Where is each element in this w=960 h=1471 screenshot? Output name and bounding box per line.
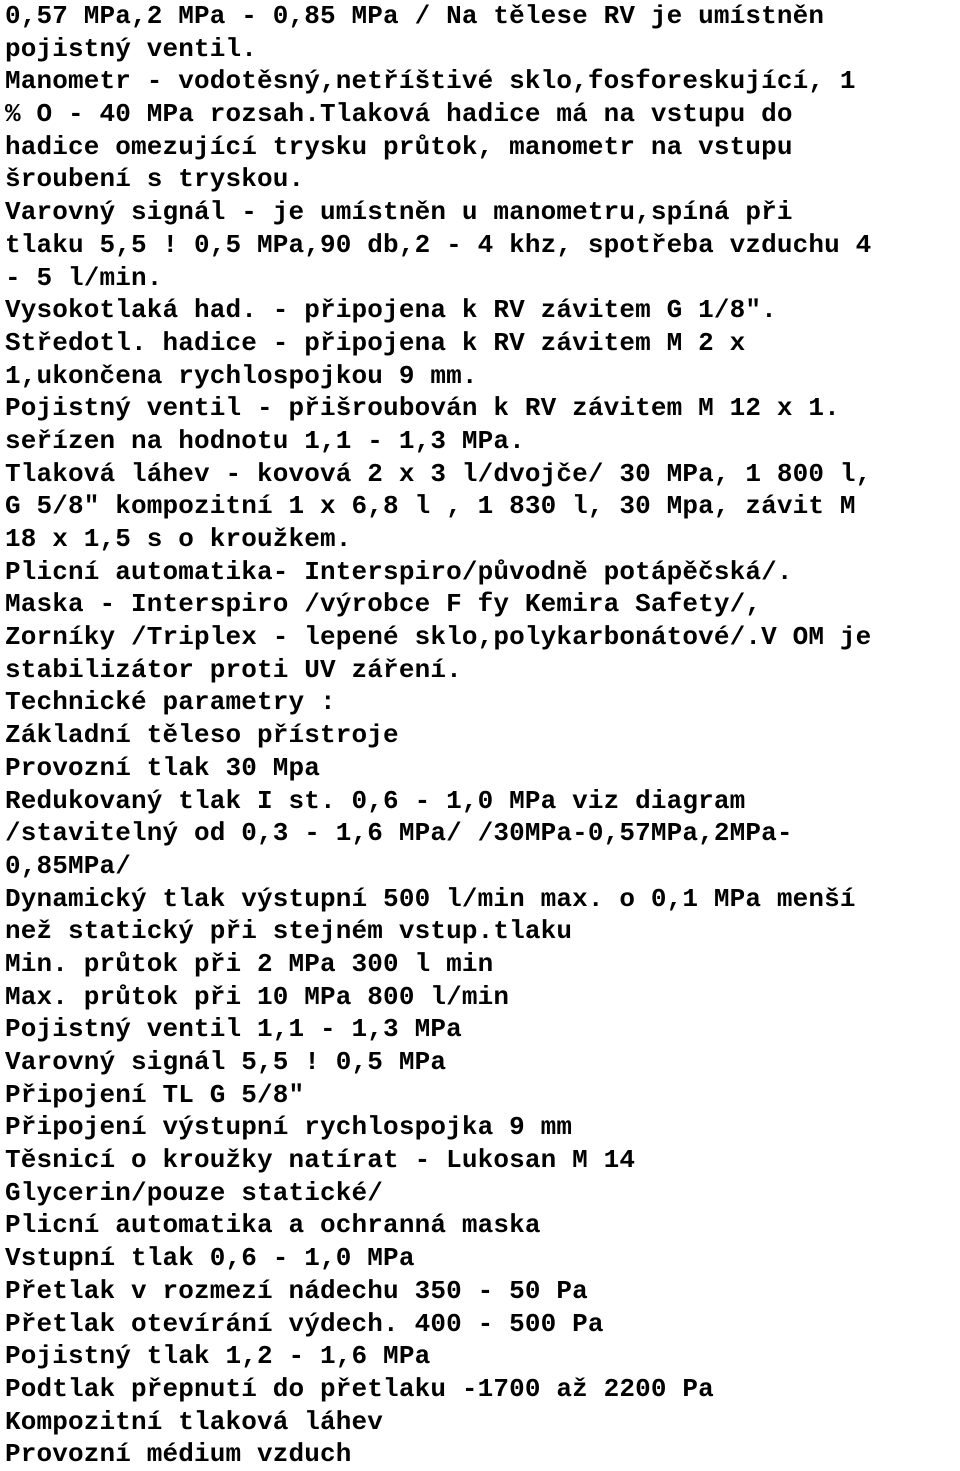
text-line: Maska - Interspiro /výrobce F fy Kemira Safety/,	[5, 589, 762, 620]
text-line: pojistný ventil.	[5, 33, 258, 64]
text-line: Manometr - vodotěsný,netříštivé sklo,fosforeskující, 1	[5, 66, 856, 97]
subsection-heading: Plicní automatika a ochranná maska	[5, 1210, 541, 1241]
text-line: Přetlak otevírání výdech. 400 - 500 Pa	[5, 1308, 604, 1339]
text-line: Přetlak v rozmezí nádechu 350 - 50 Pa	[5, 1275, 588, 1306]
text-line: Pojistný tlak 1,2 - 1,6 MPa	[5, 1341, 431, 1372]
text-line: seřízen na hodnotu 1,1 - 1,3 MPa.	[5, 425, 525, 456]
text-line: Max. průtok při 10 MPa 800 l/min	[5, 981, 510, 1012]
subsection-heading: Základní těleso přístroje	[5, 720, 399, 751]
text-line: 1,ukončena rychlospojkou 9 mm.	[5, 360, 478, 391]
text-line: šroubení s tryskou.	[5, 164, 305, 195]
text-line: Těsnicí o kroužky natírat - Lukosan M 14	[5, 1145, 636, 1176]
text-line: Provozní médium vzduch	[5, 1439, 352, 1470]
text-line: Provozní tlak 30 Mpa	[5, 752, 321, 783]
text-line: 0,85MPa/	[5, 850, 132, 881]
text-line: Podtlak přepnutí do přetlaku -1700 až 2200 Pa	[5, 1373, 714, 1404]
text-line: Připojení TL G 5/8"	[5, 1079, 305, 1110]
text-line: 0,57 MPa,2 MPa - 0,85 MPa / Na tělese RV je umístněn	[5, 1, 825, 31]
document-body	[5, 0, 960, 1471]
text-line: Dynamický tlak výstupní 500 l/min max. o 0,1 MPa menší	[5, 883, 856, 914]
text-line: /stavitelný od 0,3 - 1,6 MPa/ /30MPa-0,57MPa,2MPa-	[5, 818, 793, 849]
text-line: Středotl. hadice - připojena k RV závitem M 2 x	[5, 327, 746, 358]
text-line: Připojení výstupní rychlospojka 9 mm	[5, 1112, 573, 1143]
text-line: Pojistný ventil - přišroubován k RV závitem M 12 x 1.	[5, 393, 840, 424]
text-line: Tlaková láhev - kovová 2 x 3 l/dvojče/ 30 MPa, 1 800 l,	[5, 458, 872, 489]
text-line: Varovný signál 5,5 ! 0,5 MPa	[5, 1047, 447, 1077]
text-line: 18 x 1,5 s o kroužkem.	[5, 524, 352, 554]
text-line: - 5 l/min.	[5, 262, 163, 293]
text-line: stabilizátor proti UV záření.	[5, 654, 462, 685]
text-line: G 5/8" kompozitní 1 x 6,8 l , 1 830 l, 30 Mpa, závit M	[5, 491, 856, 522]
text-line: Plicní automatika- Interspiro/původně potápěčská/.	[5, 556, 793, 587]
text-line: Varovný signál - je umístněn u manometru,spíná při	[5, 197, 793, 228]
text-line: Zorníky /Triplex - lepené sklo,polykarbonátové/.V OM je	[5, 622, 872, 653]
text-line: % O - 40 MPa rozsah.Tlaková hadice má na vstupu do	[5, 99, 793, 130]
text-line: Vysokotlaká had. - připojena k RV závitem G 1/8".	[5, 295, 777, 326]
text-line: Vstupní tlak 0,6 - 1,0 MPa	[5, 1243, 415, 1274]
text-line: Min. průtok při 2 MPa 300 l min	[5, 948, 494, 979]
subsection-heading: Kompozitní tlaková láhev	[5, 1406, 384, 1437]
section-heading: Technické parametry :	[5, 687, 336, 718]
text-line: hadice omezující trysku průtok, manometr na vstupu	[5, 131, 793, 162]
text-line: Glycerin/pouze statické/	[5, 1177, 384, 1208]
text-line: Pojistný ventil 1,1 - 1,3 MPa	[5, 1014, 462, 1045]
text-line: než statický při stejném vstup.tlaku	[5, 916, 573, 947]
text-line: Redukovaný tlak I st. 0,6 - 1,0 MPa viz diagram	[5, 785, 746, 816]
text-line: tlaku 5,5 ! 0,5 MPa,90 db,2 - 4 khz, spotřeba vzduchu 4	[5, 229, 872, 260]
